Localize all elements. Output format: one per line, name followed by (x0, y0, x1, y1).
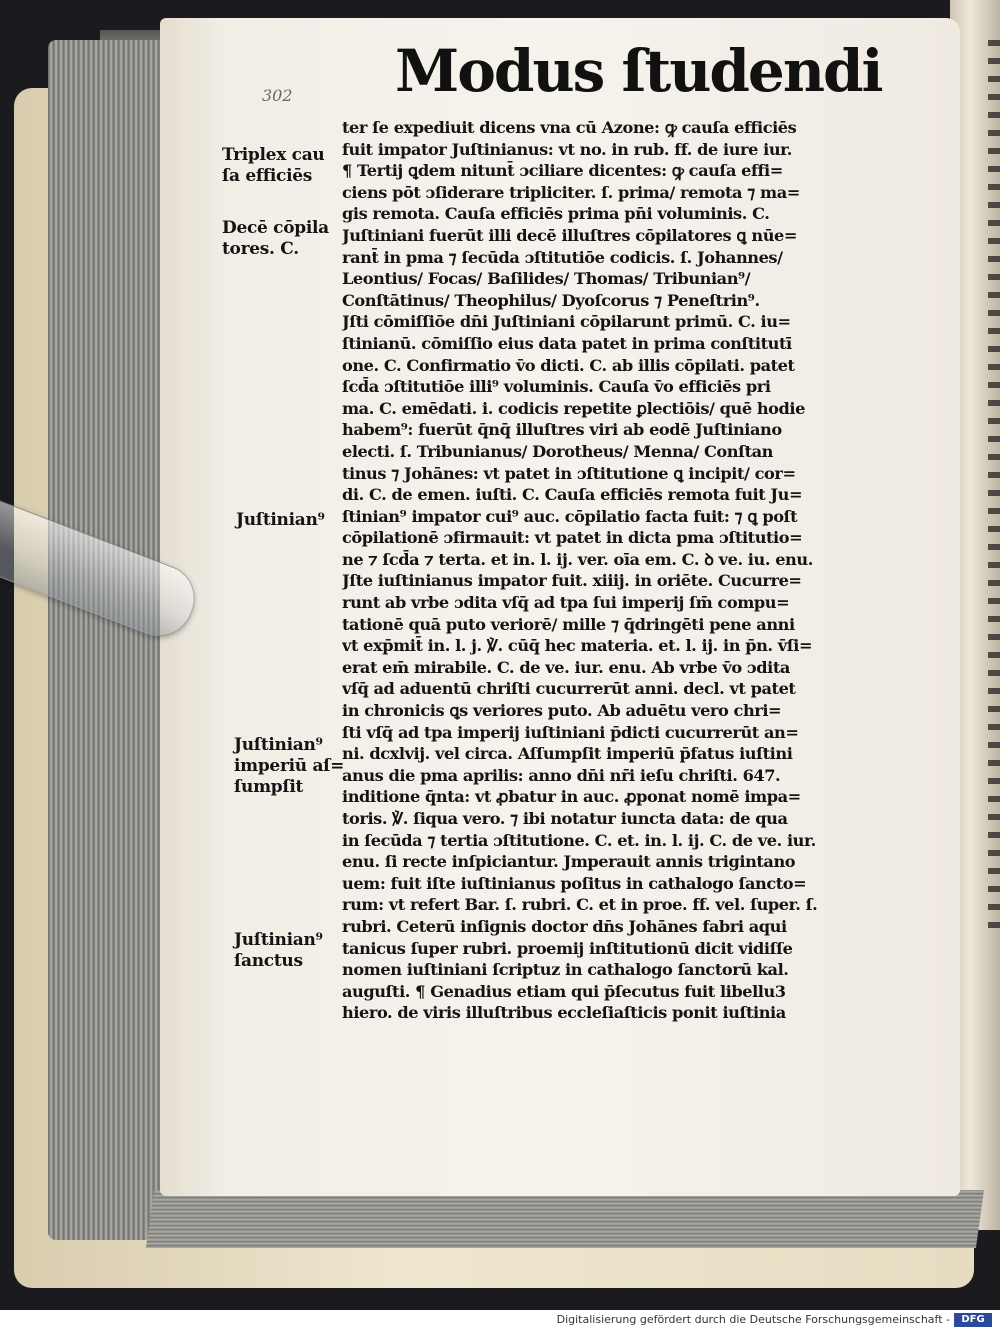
margin-note-line: Juſtinian⁹ (236, 510, 325, 530)
text-line: gis remota. Cauſa efficiēs prima pn̄i voluminis. C. (342, 204, 770, 224)
running-heading: Modus ſtudendi (395, 37, 882, 105)
right-page-bleed (988, 40, 1000, 940)
text-line: erat em̄ mirabile. C. de ve. iur. enu. Ab vrbe v̄o ɔdita (342, 657, 790, 677)
text-line: nomen iuſtiniani ſcriptuz in cathalogo ſanctorū kal. (342, 960, 789, 980)
text-line: Conſtātinus/ Theophilus/ Dyoſcorus ⁊ Peneſtrin⁹. (342, 290, 760, 310)
text-line: ſcd̄a ɔſtitutiōe illi⁹ voluminis. Cauſa v̄o efficiēs pri (342, 377, 771, 397)
text-line: rum: vt refert Bar. ſ. rubri. C. et in proe. ff. vel. ſuper. ſ. (342, 895, 818, 915)
page-block-bottom (146, 1190, 984, 1248)
text-line: ma. C. emēdati. i. codicis repetite ꝑlectiōis/ quē hodie (342, 398, 805, 418)
text-line: di. C. de emen. iuſti. C. Cauſa efficiēs remota fuit Ju= (342, 485, 803, 505)
text-line: rubri. Ceterū inſignis doctor dn̄s Johānes fabri aqui (342, 916, 787, 936)
body-text (342, 117, 854, 1024)
text-line: Leontius/ Focas/ Baſilides/ Thomas/ Tribunian⁹/ (342, 269, 751, 289)
text-line: hiero. de viris illuſtribus eccleſiaſticis ponit iuſtinia (342, 1003, 786, 1023)
margin-note-line: tores. C. (222, 239, 299, 259)
dfg-logo: DFG (954, 1313, 992, 1327)
text-line: in chronicis ꝗs veriores puto. Ab aduētu vero chri= (342, 701, 782, 721)
text-line: habem⁹: fuerūt q̄nq̄ illuſtres viri ab eodē Juſtiniano (342, 420, 782, 440)
text-line: Juſtiniani fuerūt illi decē illuſtres cōpilatores ꝗ nūe= (342, 225, 798, 245)
text-line: rant̄ in pma ⁊ ſecūda ɔſtitutiōe codicis. ſ. Johannes/ (342, 247, 783, 267)
text-line: tinus ⁊ Johānes: vt patet in ɔſtitutione ꝗ incipit/ cor= (342, 463, 796, 483)
text-line: electi. ſ. Tribunianus/ Dorotheus/ Menna/ Conſtan (342, 441, 774, 461)
text-line: ſtinianū. cōmiſſio eius data patet in prima conſtitutī (342, 333, 792, 353)
margin-note-line: Juſtinian⁹ (234, 930, 323, 950)
text-line: ſti vſq̄ ad tpa imperij iuſtiniani p̄dicti cucurrerūt an= (342, 722, 799, 742)
text-line: ne ⁊ ſcd̄a ⁊ terta. et in. l. ij. ver. oīa em. C. ꝺ ve. iu. enu. (342, 549, 813, 569)
margin-note-line: Decē cōpila (222, 218, 329, 238)
margin-note-imperium (234, 735, 344, 798)
text-line: ter ſe expediuit dicens vna cū Azone: ꝙ cauſa efficiēs (342, 118, 797, 137)
text-line: ¶ Tertij ꝗdem nitunt̄ ɔciliare dicentes: ꝙ cauſa effi= (342, 161, 783, 181)
text-line: runt ab vrbe ɔdita vſq̄ ad tpa ſui imperij ſm̄ compu= (342, 593, 790, 613)
margin-note-line: Triplex cau (222, 145, 325, 165)
margin-note-line: imperiū aſ= (234, 756, 345, 776)
text-line: vt exp̄mit̄ in. l. j. ℣. cūq̄ hec materia. et. l. ij. in p̄n. v̄ſi= (342, 636, 813, 656)
margin-note-triplex (222, 145, 324, 187)
margin-note-line: ſanctus (234, 951, 303, 971)
text-line: toris. ℣. ſiqua vero. ⁊ ibi notatur iuncta data: de qua (342, 809, 788, 828)
text-line: anus die pma aprilis: anno dn̄i nr̄i ieſu chriſti. 647. (342, 765, 781, 785)
text-line: ſtinian⁹ impator cui⁹ auc. cōpilatio facta fuit: ⁊ ꝗ poſt (342, 506, 798, 526)
margin-note-line: ſa efficiēs (222, 166, 313, 186)
margin-note-compilatores (222, 218, 329, 260)
text-line: cōpilationē ɔfirmauit: vt patet in dicta pma ɔſtitutio= (342, 528, 803, 548)
page-number: 302 (262, 86, 293, 105)
margin-note-line: Juſtinian⁹ (234, 735, 323, 755)
text-line: in ſecūda ⁊ tertia ɔſtitutione. C. et. in. l. ij. C. de ve. iur. (342, 830, 816, 850)
text-line: vſq̄ ad aduentū chriſti cucurrerūt anni. decl. vt patet (342, 679, 796, 699)
text-line: enu. ſi recte inſpiciantur. Jmperauit annis trigintano (342, 852, 796, 872)
footer-credit: Digitalisierung gefördert durch die Deutsche Forschungsgemeinschaft - (556, 1313, 950, 1326)
text-line: Jſte iuſtinianus impator fuit. xiiij. in oriēte. Cucurre= (342, 571, 802, 591)
text-line: inditione q̄nta: vt ꝓbatur in auc. ꝓponat nomē impa= (342, 787, 801, 807)
text-line: Jſti cōmiſſiōe dn̄i Juſtiniani cōpilarunt primū. C. iu= (342, 312, 791, 332)
footer-bar (0, 1310, 1000, 1331)
text-line: fuit impator Juſtinianus: vt no. in rub. ff. de iure iur. (342, 139, 792, 159)
text-line: auguſti. ¶ Genadius etiam qui p̄ſecutus fuit libellu3 (342, 981, 786, 1001)
margin-note-sanctus (234, 930, 323, 972)
text-line: tanicus ſuper rubri. proemij inſtitutionū dicit vidiſſe (342, 938, 793, 958)
text-line: ciens pōt ɔſiderare tripliciter. ſ. prima/ remota ⁊ ma= (342, 182, 800, 202)
text-line: ni. dcxlvij. vel circa. Aſſumpſit imperiū p̄fatus iuſtini (342, 744, 793, 764)
text-line: uem: fuit iſte iuſtinianus poſitus in cathalogo ſancto= (342, 873, 807, 893)
margin-note-line: ſumpſit (234, 777, 304, 797)
text-line: one. C. Confirmatio v̄o dicti. C. ab illis cōpilati. patet (342, 355, 795, 375)
margin-note-justinian (236, 510, 325, 531)
text-line: tationē quā puto veriorē/ mille ⁊ q̄dringēti pene anni (342, 614, 795, 634)
